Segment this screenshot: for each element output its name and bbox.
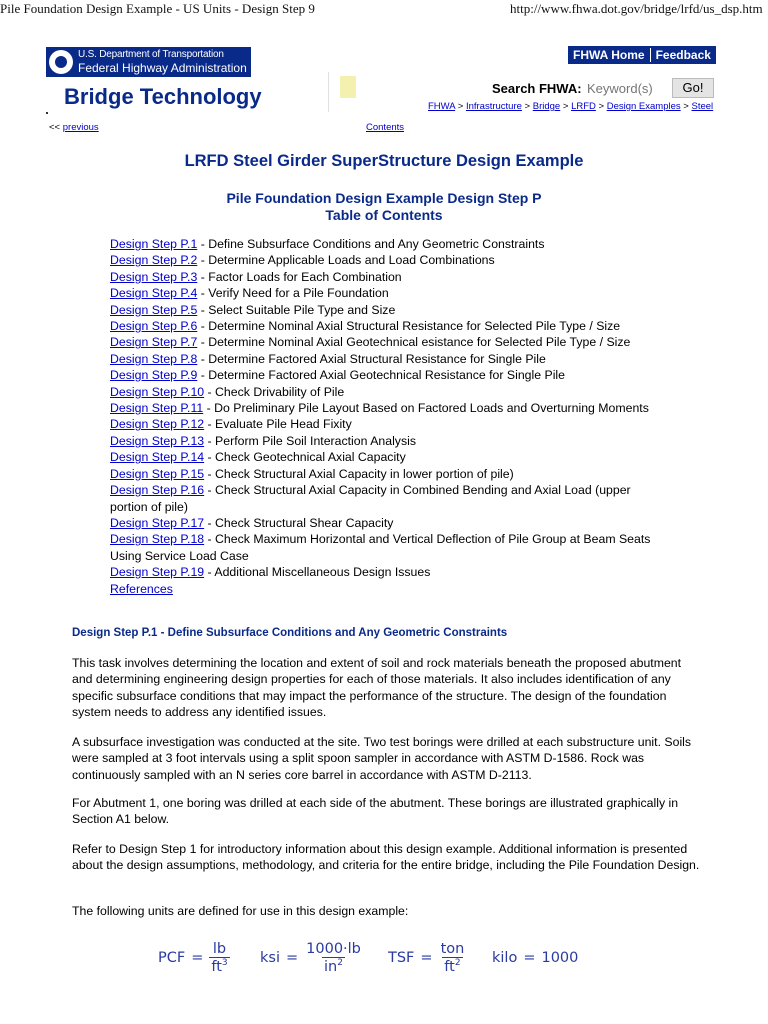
toc-link-p4[interactable]: Design Step P.4 — [110, 286, 198, 301]
fhwa-home-button[interactable]: FHWA Home — [573, 48, 645, 62]
toc-item-text: - Determine Applicable Loads and Load Combinations — [197, 253, 495, 268]
print-page-url: http://www.fhwa.dot.gov/bridge/lrfd/us_dsp.htm — [510, 1, 763, 16]
units-equations — [0, 928, 768, 988]
toc-item — [110, 236, 670, 252]
usdot-fhwa-logo[interactable] — [46, 47, 251, 77]
toc-link-p14[interactable]: Design Step P.14 — [110, 450, 205, 465]
toc-item-text: - Determine Factored Axial Structural Resistance for Single Pile — [197, 351, 546, 366]
toc-item — [110, 367, 670, 383]
toc-item-text: - Evaluate Pile Head Fixity — [204, 417, 352, 432]
equals-sign: = — [420, 950, 433, 966]
breadcrumb-design-examples[interactable]: Design Examples — [606, 101, 681, 112]
toc-heading — [0, 190, 768, 224]
toc-link-p8[interactable]: Design Step P.8 — [110, 351, 198, 366]
dot-seal-icon — [49, 50, 73, 74]
toc-link-p9[interactable]: Design Step P.9 — [110, 368, 198, 383]
body-paragraph: This task involves determining the location and extent of soil and rock materials beneath the proposed abutment and determining engineering design properties for each of those materials. It also includes identification of any specific subsurface conditions that may impact the performance of the structure. The design of the foundation system needs to address any identified issues. — [72, 656, 682, 720]
equation-pcf — [158, 928, 230, 988]
toc-item-text: - Additional Miscellaneous Design Issues — [204, 565, 431, 580]
equation-tsf — [388, 928, 466, 988]
contents-nav — [366, 122, 404, 133]
logo-line-1: U.S. Department of Transportation — [78, 49, 224, 60]
toc-item — [110, 269, 670, 285]
breadcrumb-separator: > — [457, 101, 464, 112]
toc-item-text: - Determine Nominal Axial Geotechnical esistance for Selected Pile Type / Size — [197, 335, 631, 350]
toc-link-p15[interactable]: Design Step P.15 — [110, 466, 205, 481]
divider-dot — [46, 112, 48, 114]
previous-arrows: << — [49, 122, 61, 133]
equation-lhs: ksi — [260, 950, 280, 966]
denominator-exponent: 2 — [454, 958, 461, 969]
toc-item-text: - Select Suitable Pile Type and Size — [197, 302, 396, 317]
toc-item — [110, 302, 670, 318]
toc-item — [110, 581, 670, 597]
denominator-base: ft — [211, 958, 222, 975]
toc-item-text: - Verify Need for a Pile Foundation — [197, 286, 389, 301]
denominator-base: in — [324, 958, 338, 975]
toc-item-text: - Check Structural Axial Capacity in lower portion of pile) — [204, 466, 514, 481]
decoration-square — [340, 76, 356, 98]
toc-item-text: - Determine Factored Axial Geotechnical Resistance for Single Pile — [197, 368, 565, 383]
denominator-exponent: 3 — [221, 958, 228, 969]
toc-item-text: - Perform Pile Soil Interaction Analysis — [204, 433, 416, 448]
breadcrumb-separator: > — [524, 101, 531, 112]
decoration-line — [328, 72, 329, 112]
toc-item — [110, 416, 670, 432]
fraction-numerator: lb — [212, 941, 227, 958]
toc-item — [110, 334, 670, 350]
toc-item — [110, 564, 670, 580]
logo-line-2: Federal Highway Administration — [78, 61, 247, 75]
top-nav-buttons — [568, 46, 716, 64]
equals-sign: = — [191, 950, 204, 966]
toc-link-p13[interactable]: Design Step P.13 — [110, 433, 205, 448]
header-decoration — [328, 72, 356, 112]
toc-item — [110, 466, 670, 482]
print-page-title: Pile Foundation Design Example - US Units - Design Step 9 — [0, 1, 315, 16]
toc-item-text: - Define Subsurface Conditions and Any Geometric Constraints — [197, 237, 545, 251]
search-go-button[interactable]: Go! — [672, 78, 714, 98]
toc-item — [110, 433, 670, 449]
toc-item-text: - Check Maximum Horizontal and Vertical Deflection of Pile Group at Beam Seats Using Service Load Case — [110, 532, 651, 563]
toc-item — [110, 449, 670, 465]
contents-link[interactable]: Contents — [366, 122, 405, 133]
toc-link-p19[interactable]: Design Step P.19 — [110, 565, 205, 580]
toc-link-p17[interactable]: Design Step P.17 — [110, 515, 205, 530]
toc-item — [110, 285, 670, 301]
fraction-denominator — [322, 957, 345, 975]
toc-link-p1[interactable]: Design Step P.1 — [110, 237, 198, 251]
breadcrumb-lrfd[interactable]: LRFD — [571, 101, 596, 112]
fraction-numerator: ton — [440, 941, 465, 958]
breadcrumb-infrastructure[interactable]: Infrastructure — [465, 101, 522, 112]
fraction-numerator: 1000·lb — [306, 941, 361, 958]
toc-item-text: - Check Geotechnical Axial Capacity — [204, 450, 406, 465]
fraction — [439, 941, 467, 975]
page-title: LRFD Steel Girder SuperStructure Design Example — [184, 152, 584, 170]
equation-lhs: PCF — [158, 950, 186, 966]
breadcrumb-bridge[interactable]: Bridge — [532, 101, 561, 112]
toc-list — [110, 236, 670, 597]
toc-link-p5[interactable]: Design Step P.5 — [110, 302, 198, 317]
toc-link-p3[interactable]: Design Step P.3 — [110, 269, 198, 284]
equation-rhs: 1000 — [541, 950, 579, 966]
breadcrumb-fhwa[interactable]: FHWA — [428, 101, 456, 112]
breadcrumb-separator: > — [598, 101, 605, 112]
fraction — [209, 941, 229, 975]
toc-item — [110, 515, 670, 531]
previous-nav — [49, 122, 99, 133]
toc-item-text: - Check Structural Axial Capacity in Combined Bending and Axial Load (upper portion of pile) — [110, 483, 631, 514]
toc-item-text: - Determine Nominal Axial Structural Resistance for Selected Pile Type / Size — [197, 319, 621, 334]
toc-link-p12[interactable]: Design Step P.12 — [110, 417, 205, 432]
body-paragraph: For Abutment 1, one boring was drilled at each side of the abutment. These borings are illustrated graphically in Section A1 below. — [72, 796, 679, 827]
toc-link-p6[interactable]: Design Step P.6 — [110, 319, 198, 334]
equation-lhs: TSF — [388, 950, 415, 966]
breadcrumb-separator: > — [683, 101, 689, 112]
toc-item-text: - Check Structural Shear Capacity — [204, 515, 394, 530]
toc-link-p2[interactable]: Design Step P.2 — [110, 253, 198, 268]
print-header — [0, 0, 768, 18]
site-title: Bridge Technology — [64, 84, 262, 109]
toc-heading-line-1: Pile Foundation Design Example Design Step P — [226, 190, 542, 206]
toc-item — [110, 351, 670, 367]
breadcrumb-separator: > — [562, 101, 569, 112]
toc-link-p10[interactable]: Design Step P.10 — [110, 384, 205, 399]
toc-item-text: - Factor Loads for Each Combination — [197, 269, 402, 284]
body-paragraph: Refer to Design Step 1 for introductory information about this design example. Additional information is presented about the design assumptions, methodology, and criteria for the entire bridge, including the Pile Foundation Design. — [72, 842, 700, 873]
toc-link-p11[interactable]: Design Step P.11 — [110, 401, 204, 416]
equals-sign: = — [285, 950, 299, 966]
toc-item — [110, 400, 670, 416]
toc-item-text: - Do Preliminary Pile Layout Based on Factored Loads and Overturning Moments — [203, 401, 649, 416]
toc-item — [110, 252, 670, 268]
toc-item — [110, 318, 670, 334]
toc-heading-line-2: Table of Contents — [325, 207, 443, 223]
fraction-denominator — [442, 957, 462, 975]
toc-item — [110, 482, 670, 515]
body-paragraph: The following units are defined for use in this design example: — [72, 904, 409, 918]
toc-link-p18[interactable]: Design Step P.18 — [110, 532, 205, 547]
toc-item-text: - Check Drivability of Pile — [204, 384, 345, 399]
feedback-button[interactable]: Feedback — [655, 48, 711, 62]
equation-kilo — [492, 928, 578, 988]
toc-item — [110, 531, 670, 564]
search-input[interactable] — [584, 79, 666, 97]
fraction — [304, 941, 363, 975]
toc-link-p7[interactable]: Design Step P.7 — [110, 335, 198, 350]
breadcrumb-steel[interactable]: Steel — [691, 101, 714, 112]
denominator-exponent: 2 — [337, 958, 343, 969]
fraction-denominator — [209, 957, 229, 975]
denominator-base: ft — [444, 958, 455, 975]
equation-ksi — [260, 928, 363, 988]
equals-sign: = — [523, 950, 536, 966]
breadcrumb — [428, 101, 713, 112]
section-heading: Design Step P.1 - Define Subsurface Conditions and Any Geometric Constraints — [72, 627, 508, 639]
search-label: Search FHWA: — [492, 81, 582, 96]
toc-item — [110, 384, 670, 400]
equation-lhs: kilo — [492, 950, 518, 966]
toc-link-p16[interactable]: Design Step P.16 — [110, 483, 205, 498]
previous-link[interactable]: previous — [62, 122, 99, 133]
toc-link-references[interactable]: References — [110, 581, 173, 596]
body-paragraph: A subsurface investigation was conducted at the site. Two test borings were drilled at each substructure unit. Soils were sampled at 3 foot intervals using a split spoon sampler in accordance with ASTM D-1586. Rock was continuously sampled with an N series core barrel in accordance with ASTM D-2113. — [72, 735, 692, 782]
